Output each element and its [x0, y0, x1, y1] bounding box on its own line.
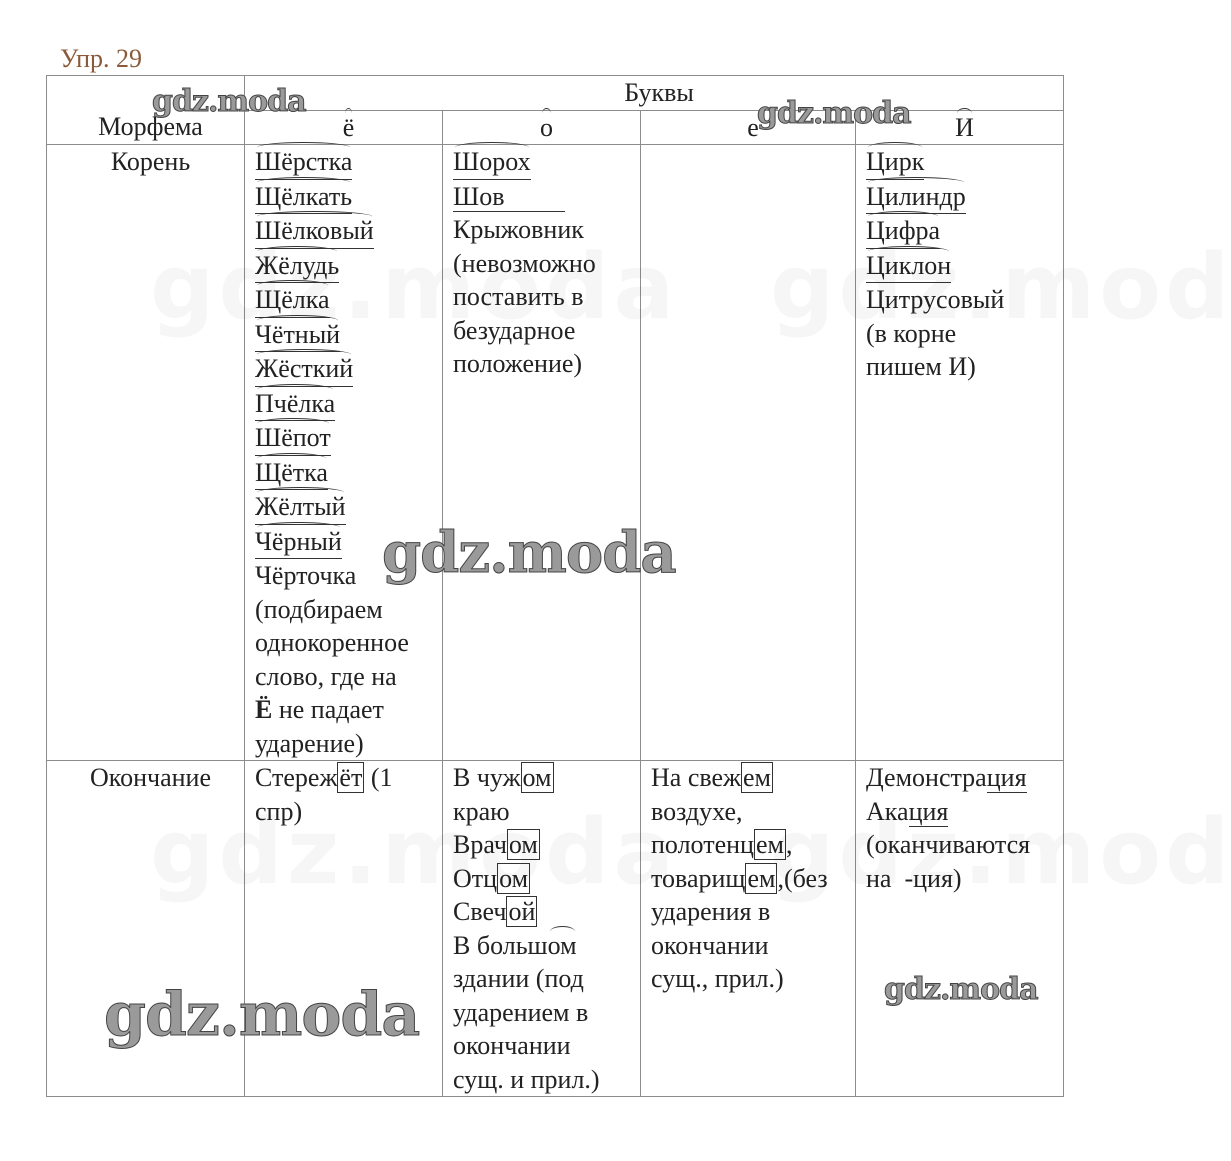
word-item: Шёпот	[255, 421, 442, 456]
note-line: (невозможно	[453, 248, 596, 278]
word-item: В большом	[453, 929, 640, 963]
col-header-i: И	[856, 110, 1064, 145]
morpheme-header: Морфема	[47, 110, 245, 145]
morpheme-table	[46, 75, 1064, 1097]
word-item: воздухе,	[651, 796, 743, 826]
watermark-ghost	[770, 235, 1231, 340]
note-line: положение)	[453, 349, 583, 378]
col-header-e: е	[641, 110, 856, 145]
ending-box: ем	[747, 863, 776, 893]
watermark: gdz.moda	[104, 980, 420, 1050]
row-label-ending: Окончание	[47, 761, 245, 1097]
word-item: Демонстрация	[866, 763, 1027, 792]
letters-header: Буквы	[245, 76, 1064, 111]
note-line: пишем И)	[866, 352, 976, 381]
note-line: здании (под	[453, 964, 584, 993]
note-line: (в корне	[866, 318, 957, 348]
word-item: Пчёлка	[255, 387, 442, 422]
ending-box: ем	[742, 763, 771, 792]
note-line: ударение)	[255, 728, 364, 758]
watermark: gdz.moda	[152, 84, 306, 119]
word-item: Свечой	[453, 897, 536, 926]
word-item: Цирк	[866, 145, 1063, 180]
note-line: окончании	[651, 930, 769, 960]
note-line: безударное	[453, 315, 576, 345]
note-line: на -ция)	[866, 863, 962, 893]
word-item: Чёрный	[255, 525, 442, 560]
note-line: сущ. и прил.)	[453, 1064, 600, 1094]
word-item: Шёлковый	[255, 214, 442, 249]
word-item: Жёлудь	[255, 249, 442, 284]
ending-box: ой	[508, 897, 536, 926]
note-line: Ё не падает	[255, 695, 384, 724]
word-item: Цитрусовый	[866, 285, 1005, 314]
word-item: Циклон	[866, 249, 1063, 284]
word-item: Шёрстка	[255, 145, 442, 180]
ending-box: ом	[522, 763, 552, 792]
watermark: gdz.moda	[757, 96, 911, 131]
note-line: слово, где на	[255, 661, 397, 691]
word-item: Акация	[866, 796, 949, 826]
note-line: ударения в	[651, 897, 771, 926]
word-item: На свежем	[651, 763, 771, 792]
ending-box: ом	[508, 830, 538, 859]
row-label-root: Корень	[47, 145, 245, 761]
note-line: сущ., прил.)	[651, 964, 784, 993]
word-item: Цилиндр	[866, 180, 1063, 215]
watermark-ghost	[150, 800, 678, 905]
watermark: gdz.moda	[884, 972, 1038, 1007]
note-line: однокоренное	[255, 628, 409, 657]
col-header-yo: ё	[245, 110, 443, 145]
note-line: ударением в	[453, 997, 589, 1027]
word-item: Жёлтый	[255, 490, 442, 525]
word-item: Стережёт (1	[255, 763, 393, 792]
word-item: Чётный	[255, 318, 442, 353]
note-line: поставить в	[453, 282, 584, 311]
ending-box: ем	[755, 830, 784, 859]
word-item: Шов	[453, 180, 640, 214]
word-item: В чужом	[453, 763, 552, 792]
ending-box: ом	[499, 863, 529, 893]
exercise-title: Упр. 29	[60, 44, 143, 73]
ending-box: ёт	[339, 763, 363, 792]
word-item: Крыжовник	[453, 215, 584, 244]
word-item: Врачом	[453, 830, 538, 859]
word-item: Щётка	[255, 456, 442, 491]
word-item: полотенцем,	[651, 830, 793, 859]
col-header-o: о	[443, 110, 641, 145]
word-item: Шорох	[453, 145, 640, 180]
note-line: окончании	[453, 1031, 571, 1060]
note-line: (подбираем	[255, 594, 383, 624]
word-item: Чёрточка	[255, 561, 357, 590]
note-line: (оканчиваются	[866, 830, 1031, 859]
word-item: товарищем,(без	[651, 863, 828, 893]
watermark: gdz.moda	[382, 520, 676, 586]
word-item: Жёсткий	[255, 352, 442, 387]
watermark-ghost	[770, 800, 1231, 905]
note-line: спр)	[255, 796, 303, 826]
word-item: Цифра	[866, 214, 1063, 249]
word-item: Щёлкать	[255, 180, 442, 215]
word-item: краю	[453, 796, 510, 826]
watermark-ghost	[150, 235, 678, 340]
word-item: Щёлка	[255, 283, 442, 318]
word-item: Отцом	[453, 863, 529, 893]
